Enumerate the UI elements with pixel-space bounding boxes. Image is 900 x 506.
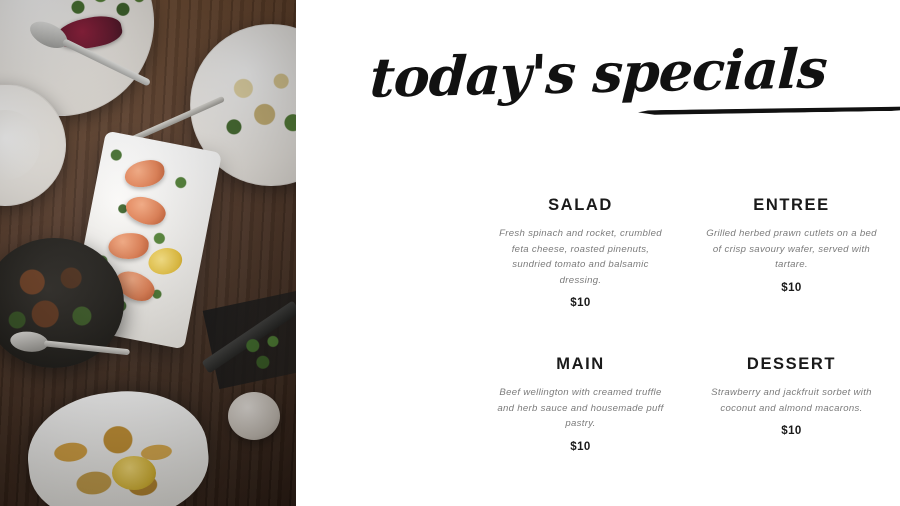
menu-item-price: $10 (781, 281, 802, 294)
menu-item-entree (703, 196, 880, 309)
page-title: today's specials (368, 36, 828, 110)
menu-item-description: Strawberry and jackfruit sorbet with coconut and almond macarons. (711, 387, 872, 414)
title-block (296, 36, 900, 113)
menu-item-description: Grilled herbed prawn cutlets on a bed of crisp savoury wafer, served with tartare. (706, 228, 877, 271)
menu-item-main (492, 355, 669, 453)
menu-item-price: $10 (570, 297, 591, 310)
menu-panel (296, 0, 900, 506)
menu-item-name: ENTREE (753, 196, 830, 214)
food-photo (0, 0, 296, 506)
menu-item-name: MAIN (556, 355, 605, 374)
menu-item-price: $10 (781, 425, 802, 438)
menu-grid (492, 196, 880, 453)
menu-item-price: $10 (570, 440, 591, 453)
menu-item-description: Fresh spinach and rocket, crumbled feta cheese, roasted pinenuts, sundried tomato and balsamic dressing. (499, 228, 662, 286)
menu-item-name: DESSERT (746, 355, 837, 374)
menu-item-description: Beef wellington with creamed truffle and herb sauce and housemade puff pastry. (497, 387, 664, 430)
menu-item-name: SALAD (548, 196, 613, 214)
title-underline-stroke (638, 106, 900, 116)
menu-item-salad (492, 196, 669, 309)
menu-item-dessert (703, 355, 880, 453)
photo-vignette (0, 0, 296, 506)
